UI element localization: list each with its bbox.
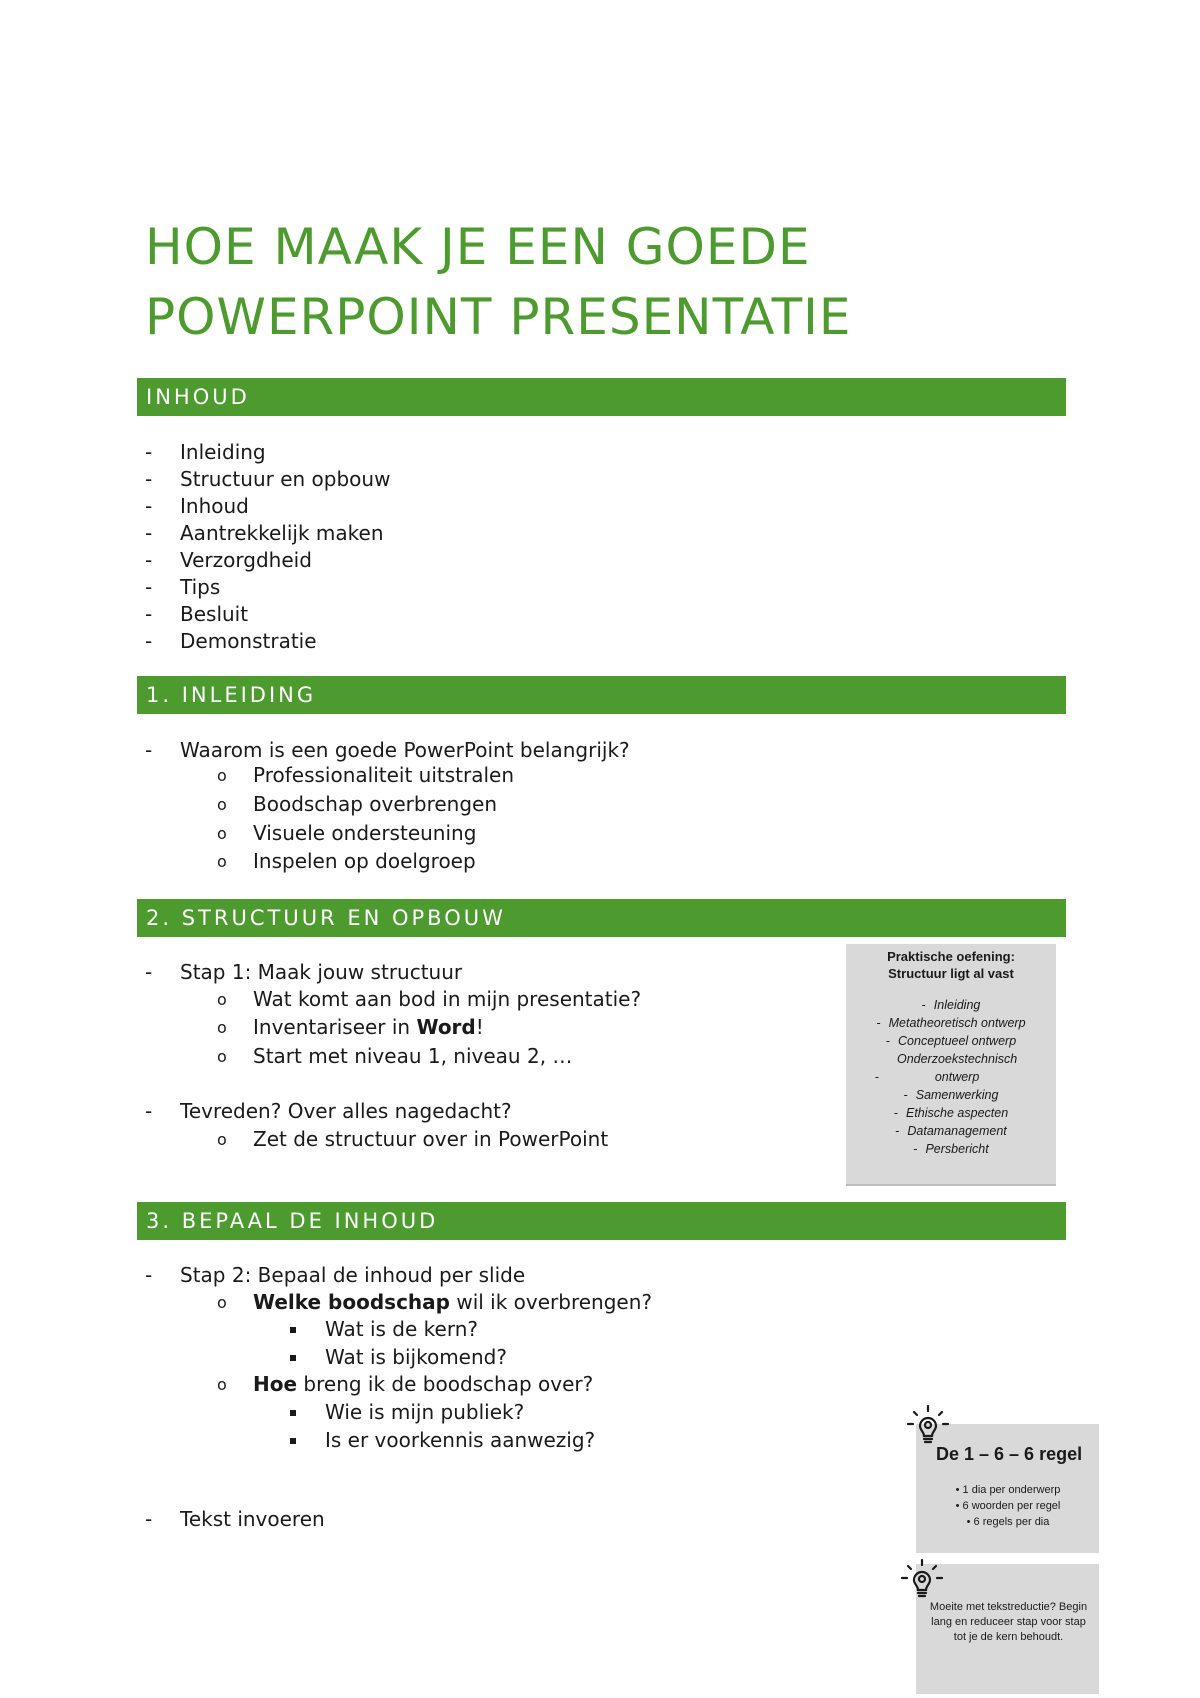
list-bullet: - (876, 1016, 881, 1030)
sub-list-item: Boodschap overbrengen (253, 792, 498, 816)
practice-box-items (846, 996, 1056, 1158)
item-text: Conceptueel ontwerp (898, 1034, 1017, 1048)
item-text: Ethische aspecten (906, 1106, 1009, 1120)
item-text: Onderzoekstechnisch ontwerp (896, 1052, 1018, 1084)
list-bullet: - (145, 440, 153, 464)
text-run: ! (475, 1015, 484, 1039)
lightbulb-gear-icon (905, 1404, 951, 1448)
list-bullet: - (913, 1142, 918, 1156)
list-bullet: - (145, 1099, 153, 1123)
list-item (846, 1140, 1056, 1158)
list-item: Aantrekkelijk maken (180, 521, 384, 545)
sub-list-item: Professionaliteit uitstralen (253, 763, 515, 787)
square-bullet (290, 1410, 296, 1416)
list-bullet: - (145, 467, 153, 491)
list-bullet: - (145, 548, 153, 572)
list-item: Tevreden? Over alles nagedacht? (180, 1099, 512, 1123)
sub-bullet: o (217, 852, 227, 871)
text-reduction-tip-text: Moeite met tekstreductie? Begin lang en reduceer stap voor stap tot je de kern behoudt. (929, 1601, 1088, 1643)
sub-sub-list-item: Wie is mijn publiek? (325, 1400, 525, 1424)
list-item: • 6 regels per dia (938, 1514, 1078, 1530)
sub-bullet: o (217, 990, 227, 1009)
document-title (145, 212, 851, 352)
list-bullet: - (145, 575, 153, 599)
text-run: wil ik overbrengen? (449, 1290, 653, 1314)
list-item (846, 1086, 1056, 1104)
title-line-1: HOE MAAK JE EEN GOEDE (145, 218, 811, 276)
bold-text: Hoe (253, 1372, 298, 1396)
square-bullet (290, 1355, 296, 1361)
list-item (846, 996, 1056, 1014)
sub-bullet: o (217, 1293, 227, 1312)
list-bullet: - (145, 1507, 153, 1531)
sub-bullet: o (217, 1047, 227, 1066)
sub-sub-list-item: Is er voorkennis aanwezig? (325, 1428, 596, 1452)
item-text: Persbericht (925, 1142, 989, 1156)
list-item: Inleiding (180, 440, 266, 464)
list-item: Stap 2: Bepaal de inhoud per slide (180, 1263, 526, 1287)
item-text: Inleiding (933, 998, 981, 1012)
list-item: Inhoud (180, 494, 249, 518)
sub-list-item (253, 1014, 484, 1040)
lightbulb-gear-icon (899, 1558, 945, 1602)
section-heading-bepaal: 3. BEPAAL DE INHOUD (137, 1202, 1066, 1240)
list-bullet: - (145, 521, 153, 545)
list-item: • 1 dia per onderwerp (938, 1482, 1078, 1498)
rule-tip-list (938, 1482, 1078, 1530)
sub-list-item: Visuele ondersteuning (253, 821, 477, 845)
bold-text: Welke boodschap (253, 1290, 450, 1314)
sub-list-item: Inspelen op doelgroep (253, 849, 476, 873)
item-text: Datamanagement (907, 1124, 1007, 1138)
item-text: Metatheoretisch ontwerp (888, 1016, 1026, 1030)
sub-bullet: o (217, 1375, 227, 1394)
sub-bullet: o (217, 1018, 227, 1037)
sub-bullet: o (217, 824, 227, 843)
list-item: Waarom is een goede PowerPoint belangrijk? (180, 738, 630, 762)
list-item (846, 1050, 1056, 1086)
list-bullet: - (145, 602, 153, 626)
list-item: Stap 1: Maak jouw structuur (180, 960, 463, 984)
text-run: Inventariseer in (253, 1015, 417, 1039)
list-item (846, 1104, 1056, 1122)
sub-list-item: Zet de structuur over in PowerPoint (253, 1127, 609, 1151)
list-bullet: - (145, 1263, 153, 1287)
practice-box-title-line-2: Structuur ligt al vast (888, 966, 1014, 981)
sub-list-item: Wat komt aan bod in mijn presentatie? (253, 987, 642, 1011)
list-item (846, 1032, 1056, 1050)
list-item (846, 1122, 1056, 1140)
item-text: Samenwerking (915, 1088, 999, 1102)
practice-box-title (846, 948, 1056, 982)
sub-bullet: o (217, 795, 227, 814)
list-bullet: - (145, 494, 153, 518)
list-bullet: - (921, 998, 926, 1012)
sub-list-item: Start met niveau 1, niveau 2, … (253, 1044, 573, 1068)
bold-text: Word (416, 1015, 476, 1039)
sub-bullet: o (217, 1130, 227, 1149)
practice-exercise-box (846, 944, 1056, 1186)
list-item: Besluit (180, 602, 249, 626)
title-line-2: POWERPOINT PRESENTATIE (145, 288, 852, 346)
sub-list-item (253, 1371, 593, 1397)
practice-box-title-line-1: Praktische oefening: (887, 949, 1015, 964)
sub-list-item (253, 1289, 652, 1315)
sub-sub-list-item: Wat is bijkomend? (325, 1345, 507, 1369)
square-bullet (290, 1438, 296, 1444)
section-heading-inhoud: INHOUD (137, 378, 1066, 416)
rule-tip-title: De 1 – 6 – 6 regel (936, 1444, 1083, 1464)
sub-bullet: o (217, 766, 227, 785)
section-heading-structuur: 2. STRUCTUUR EN OPBOUW (137, 899, 1066, 937)
list-bullet: - (145, 738, 153, 762)
list-item: Tekst invoeren (180, 1507, 325, 1531)
list-item: Tips (180, 575, 221, 599)
list-bullet: - (145, 960, 153, 984)
text-run: breng ik de boodschap over? (297, 1372, 594, 1396)
list-item (846, 1014, 1056, 1032)
list-item: Structuur en opbouw (180, 467, 391, 491)
list-bullet: - (874, 1070, 880, 1084)
list-bullet: - (895, 1124, 900, 1138)
list-item: • 6 woorden per regel (938, 1498, 1078, 1514)
list-item: Demonstratie (180, 629, 317, 653)
square-bullet (290, 1327, 296, 1333)
list-item: Verzorgdheid (180, 548, 312, 572)
section-heading-inleiding: 1. INLEIDING (137, 676, 1066, 714)
sub-sub-list-item: Wat is de kern? (325, 1317, 478, 1341)
list-bullet: - (885, 1034, 891, 1048)
list-bullet: - (903, 1088, 908, 1102)
list-bullet: - (893, 1106, 898, 1120)
list-bullet: - (145, 629, 153, 653)
